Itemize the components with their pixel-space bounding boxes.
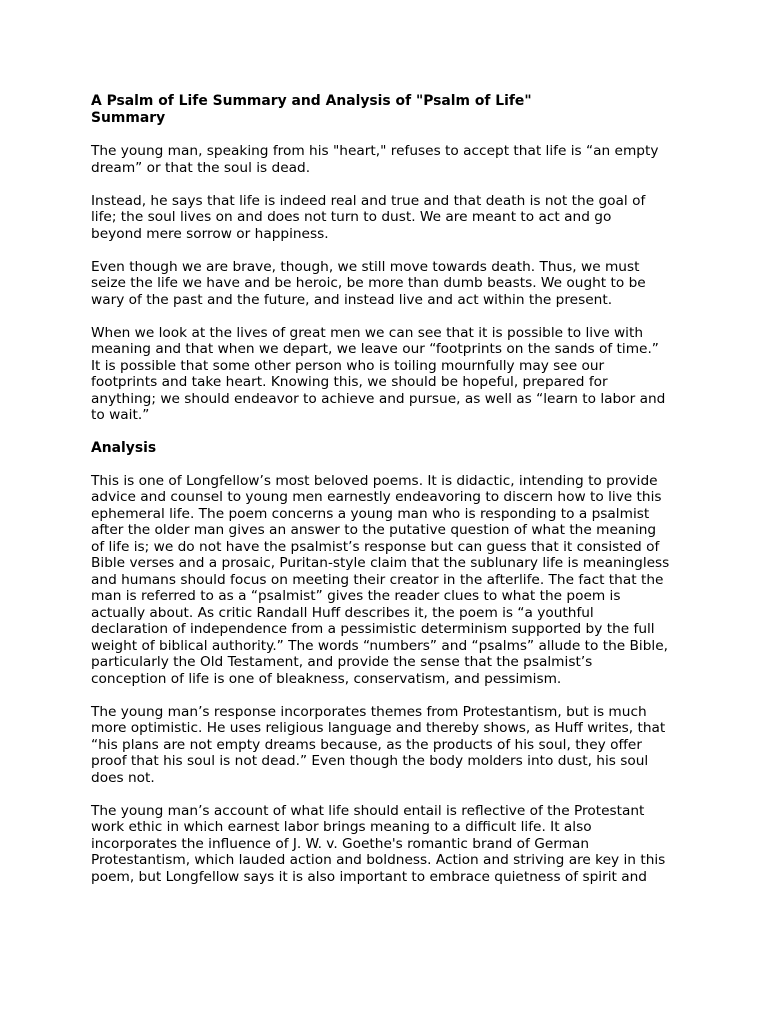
summary-paragraph: The young man, speaking from his "heart," refuses to accept that life is “an empty dream” or that the soul is dead. xyxy=(91,143,659,176)
analysis-heading: Analysis xyxy=(91,440,157,456)
document-page xyxy=(91,93,681,902)
title-block xyxy=(91,93,681,126)
summary-paragraph: When we look at the lives of great men we can see that it is possible to live with meaning and that when we depart, we leave our “footprints on the sands of time.” It is possible that some other person who is toiling mournfully may see our footprints and take heart. Knowing this, we should be hopeful, prepared for anything; we should endeavor to achieve and pursue, as well as “learn to labor and to wait.” xyxy=(91,324,666,423)
analysis-paragraph: This is one of Longfellow’s most beloved poems. It is didactic, intending to provide advice and counsel to young men earnestly endeavoring to discern how to live this ephemeral life. The poem concerns a young man who is responding to a psalmist after the older man gives an answer to the putative question of what the meaning of life is; we do not have the psalmist’s response but can guess that it consisted of Bible verses and a prosaic, Puritan-style claim that the sublunary life is meaningless and humans should focus on meeting their creator in the afterlife. The fact that the man is referred to as a “psalmist” gives the reader clues to what the poem is actually about. As critic Randall Huff describes it, the poem is “a youthful declaration of independence from a pessimistic determinism supported by the full weight of biblical authority.” The words “numbers” and “psalms” allude to the Bible, particularly the Old Testament, and provide the sense that the psalmist’s conception of life is one of bleakness, conservatism, and pessimism. xyxy=(91,472,670,687)
summary-paragraph: Even though we are brave, though, we still move towards death. Thus, we must seize the life we have and be heroic, be more than dumb beasts. We ought to be wary of the past and the future, and instead live and act within the present. xyxy=(91,258,646,308)
analysis-paragraph: The young man’s account of what life should entail is reflective of the Protestant work ethic in which earnest labor brings meaning to a difficult life. It also incorporates the influence of J. W. v. Goethe's romantic brand of German Protestantism, which lauded action and boldness. Action and striving are key in this poem, but Longfellow says it is also important to embrace quietness of spirit and xyxy=(91,802,666,885)
summary-heading: Summary xyxy=(91,109,166,126)
summary-paragraph: Instead, he says that life is indeed real and true and that death is not the goal of life; the soul lives on and does not turn to dust. We are meant to act and go beyond mere sorrow or happiness. xyxy=(91,192,646,242)
document-title: A Psalm of Life Summary and Analysis of "Psalm of Life" xyxy=(91,93,532,109)
analysis-paragraph: The young man’s response incorporates themes from Protestantism, but is much more optimistic. He uses religious language and thereby shows, as Huff writes, that “his plans are not empty dreams because, as the products of his soul, they offer proof that his soul is not dead.” Even though the body molders into dust, his soul does not. xyxy=(91,703,666,786)
